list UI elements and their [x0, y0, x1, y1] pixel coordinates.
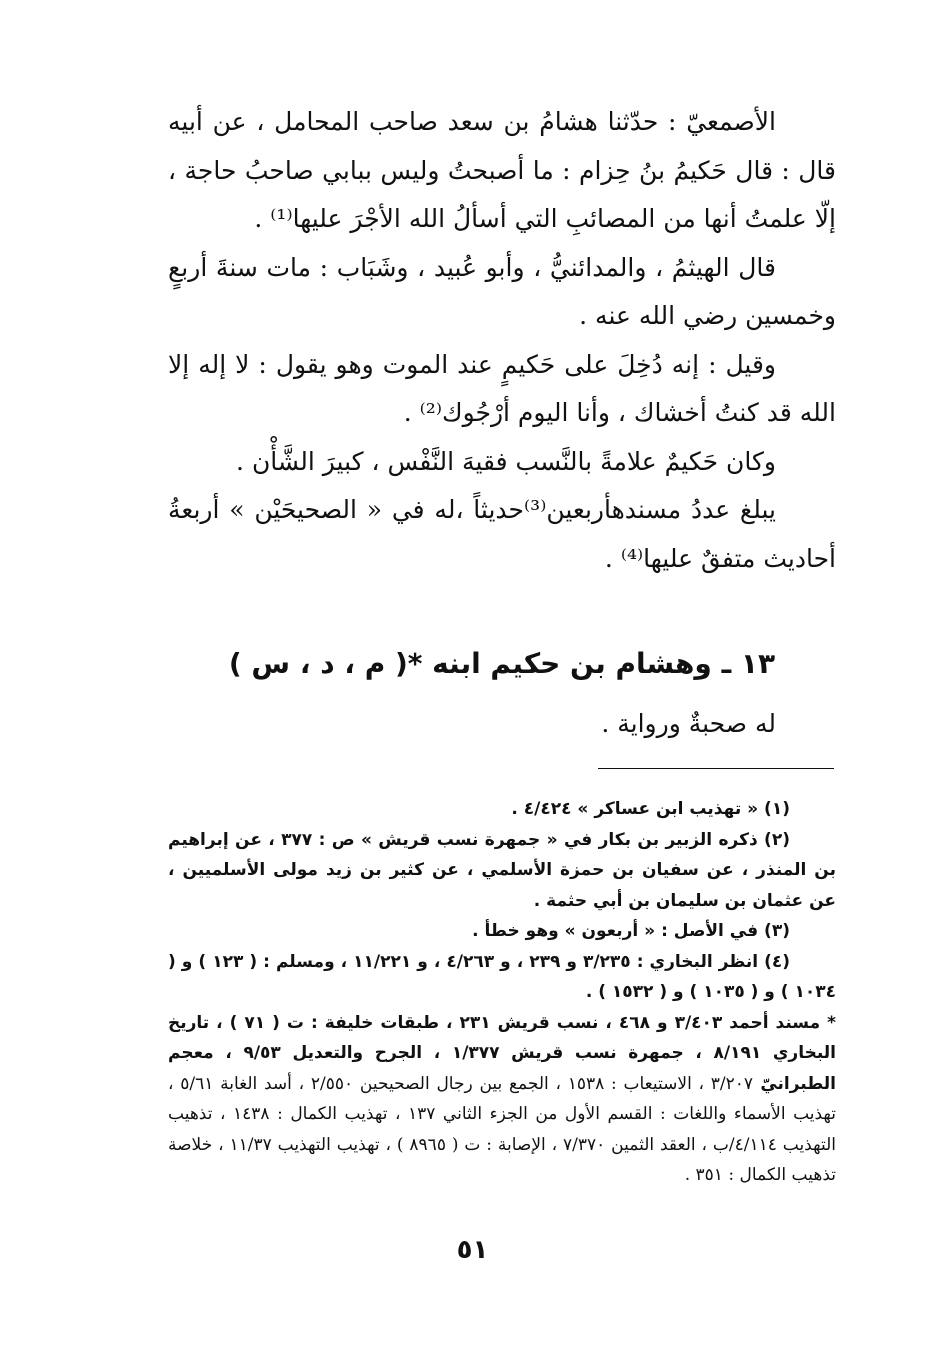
- paragraph-hadith-count: يبلغ عددُ مسندهأربعين⁽³⁾حديثاً ،له في « الصحيحَيْن » أربعةُ أحاديث متفقٌ عليها⁽⁴⁾ .: [168, 495, 836, 573]
- footnotes: [168, 794, 836, 1191]
- footnote-3: (٣) في الأصل : « أربعون » وهو خطأ .: [472, 921, 790, 941]
- paragraph-last-words: وقيل : إنه دُخِلَ على حَكيمٍ عند الموت وهو يقول : لا إله إلا الله قد كنتُ أخشاك ، وأنا اليوم أرْجُوك⁽²⁾ .: [168, 349, 836, 427]
- paragraph-asmai: الأصمعيّ : حدّثنا هشامُ بن سعد صاحب المحامل ، عن أبيه قال : قال حَكيمُ بنُ حِزام : ما أصبحتُ وليس ببابي صاحبُ حاجة ، إلّا علمتُ أنها من المصائبِ التي أسألُ الله الأجْرَ عليها⁽¹⁾ .: [168, 107, 836, 233]
- sources-note: [168, 1008, 836, 1191]
- footnote-2: (٢) ذكره الزبير بن بكار في « جمهرة نسب قريش » ص : ٣٧٧ ، عن إبراهيم بن المنذر ، عن سفيان بن حمزة الأسلمي ، عن كثير بن زيد مولى الأسلميين ، عن عثمان بن سليمان بن أبي حثمة .: [168, 829, 836, 911]
- sources-plain: ٣/٢٠٧ ، الاستيعاب : ١٥٣٨ ، الجمع بين رجال الصحيحين ٢/٥٥٠ ، أسد الغابة ٥/٦١ ، تهذيب الأسماء واللغات : القسم الأول من الجزء الثاني ١٣٧ ، تهذيب الكمال : ١٤٣٨ ، تذهيب التهذيب ٤/١١٤/ب ، العقد الثمين ٧/٣٧٠ ، الإصابة : ت ( ٨٩٦٥ ) ، تهذيب التهذيب ١١/٣٧ ، خلاصة تذهيب الكمال : ٣٥١ .: [168, 1073, 836, 1185]
- entry-subtext: له صحبةٌ ورواية .: [601, 709, 776, 738]
- sources-bold: * مسند أحمد ٣/٤٠٣ و ٤٦٨ ، نسب قريش ٢٣١ ، طبقات خليفة : ت ( ٧١ ) ، تاريخ البخاري ٨/١٩١ ، جمهرة نسب قريش ١/٣٧٧ ، الجرح والتعديل ٩/٥٣ ، معجم الطبرانيّ: [168, 1012, 837, 1094]
- footnote-4: (٤) انظر البخاري : ٣/٢٣٥ و ٢٣٩ ، و ٤/٢٦٣ ، و ١١/٢٢١ ، ومسلم : ( ١٢٣ ) و ( ١٠٣٤ ) و ( ١٠٣٥ ) و ( ١٥٣٢ ) .: [168, 951, 836, 1002]
- paragraph-death-date: قال الهيثمُ ، والمدائنيُّ ، وأبو عُبيد ، وشَبَاب : مات سنةَ أربعٍ وخمسين رضي الله عنه .: [168, 252, 836, 330]
- entry-heading: ١٣ ـ وهشام بن حكيم ابنه *( م ، د ، س ): [228, 647, 776, 680]
- paragraph-genealogy: وكان حَكيمٌ علامةً بالنَّسب فقيهَ النَّفْس ، كبيرَ الشَّأْن .: [236, 446, 776, 476]
- page-number: ٥١: [456, 1235, 489, 1265]
- main-text: [168, 98, 836, 583]
- footnote-divider: [598, 768, 834, 769]
- footnote-1: (١) « تهذيب ابن عساكر » ٤/٤٢٤ .: [511, 799, 790, 819]
